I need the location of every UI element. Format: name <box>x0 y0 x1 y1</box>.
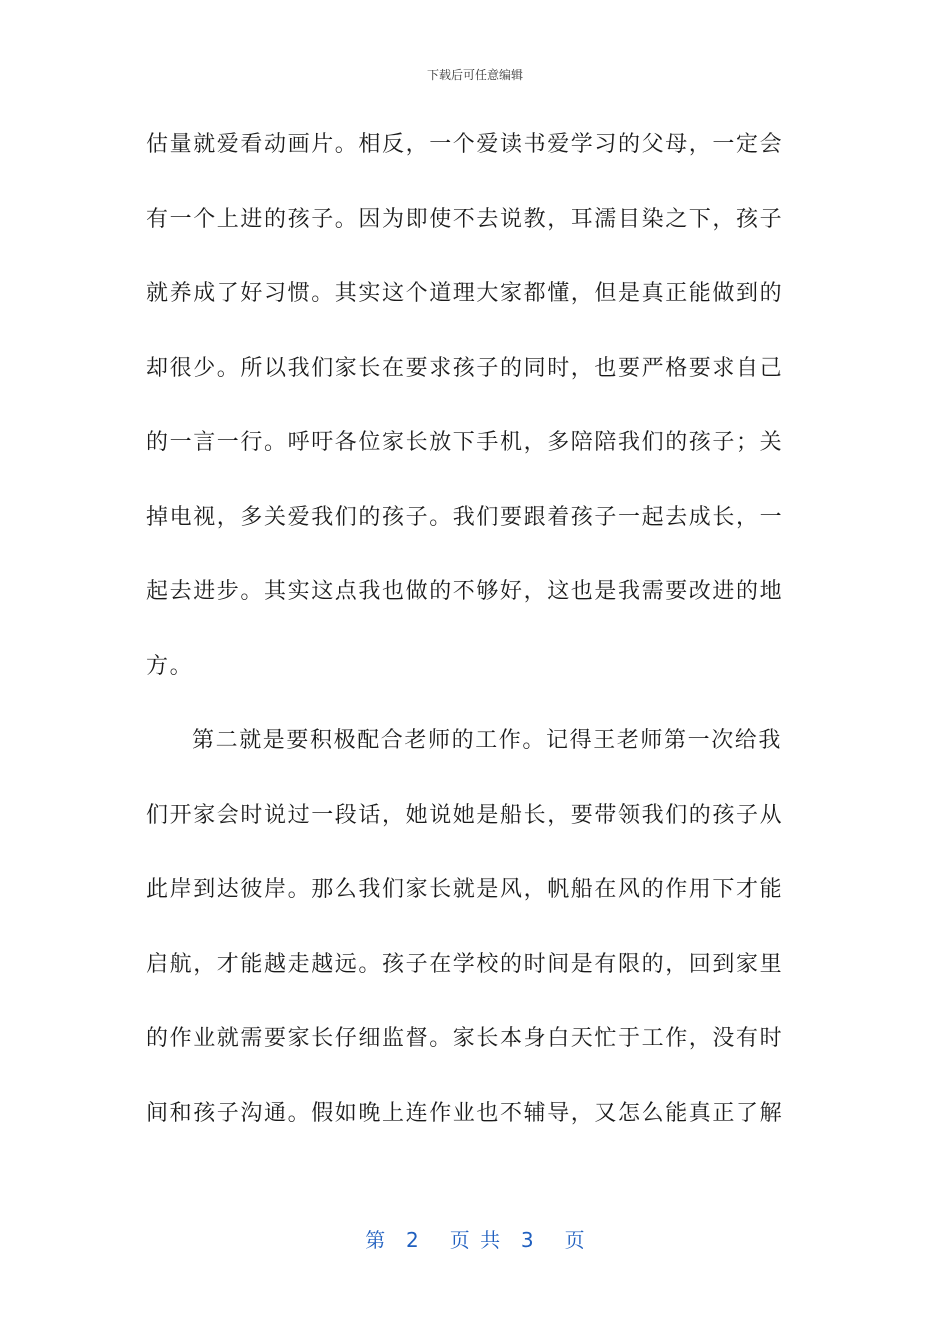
body-line: 就养成了好习惯。其实这个道理大家都懂，但是真正能做到的 <box>146 281 784 306</box>
paragraph-start-line: 第二就是要积极配合老师的工作。记得王老师第一次给我 <box>192 728 783 753</box>
page-number-footer <box>0 1224 950 1253</box>
body-line: 方。 <box>146 653 194 679</box>
body-line: 有一个上进的孩子。因为即使不去说教，耳濡目染之下，孩子 <box>146 206 784 232</box>
document-body <box>146 120 794 1163</box>
body-line: 估量就爱看动画片。相反，一个爱读书爱学习的父母，一定会 <box>146 132 784 157</box>
page-number-text: 第 2 页 共 3 页 <box>365 1228 585 1252</box>
body-line: 掉电视，多关爱我们的孩子。我们要跟着孩子一起去成长，一 <box>146 504 784 530</box>
body-line: 的一言一行。呼吁各位家长放下手机，多陪陪我们的孩子；关 <box>146 430 784 455</box>
body-line: 们开家会时说过一段话，她说她是船长，要带领我们的孩子从 <box>146 802 784 828</box>
page-header-note: 下载后可任意编辑 <box>426 68 523 82</box>
body-line: 起去进步。其实这点我也做的不够好，这也是我需要改进的地 <box>146 579 784 604</box>
body-line: 间和孩子沟通。假如晚上连作业也不辅导，又怎么能真正了解 <box>146 1100 784 1126</box>
body-line: 却很少。所以我们家长在要求孩子的同时，也要严格要求自己 <box>146 355 784 381</box>
body-line: 此岸到达彼岸。那么我们家长就是风，帆船在风的作用下才能 <box>146 877 784 902</box>
body-line: 的作业就需要家长仔细监督。家长本身白天忙于工作，没有时 <box>146 1026 784 1051</box>
body-line: 启航，才能越走越远。孩子在学校的时间是有限的，回到家里 <box>146 951 784 977</box>
